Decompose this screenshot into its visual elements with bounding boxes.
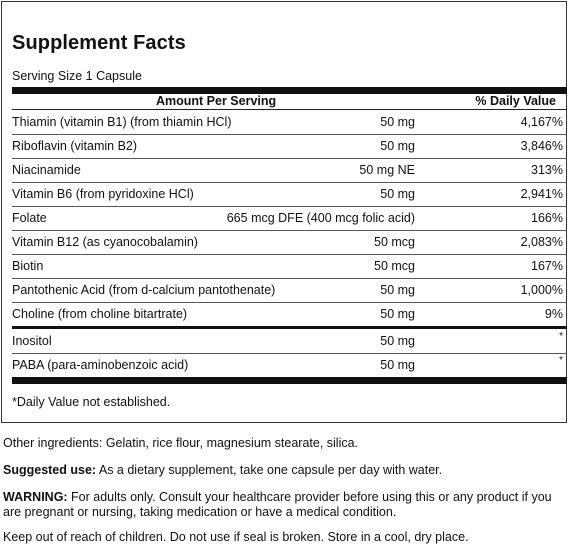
nutrient-amount: 50 mg: [380, 115, 415, 129]
bottom-thick-rule: [12, 377, 567, 384]
nutrient-name: Inositol: [12, 334, 52, 348]
header-daily-value: % Daily Value: [475, 94, 556, 108]
nutrient-amount: 50 mg: [380, 334, 415, 348]
nutrient-row-niacinamide: [12, 158, 567, 182]
nutrient-name: Vitamin B6 (from pyridoxine HCl): [12, 187, 194, 201]
nutrient-amount: 50 mg: [380, 307, 415, 321]
nutrient-row-choline: [12, 302, 567, 326]
nutrient-daily-value: 2,941%: [520, 187, 563, 201]
nutrient-amount: 50 mg: [380, 187, 415, 201]
nutrient-daily-value: *: [559, 355, 563, 366]
nutrient-name: Vitamin B12 (as cyanocobalamin): [12, 235, 198, 249]
nutrient-amount: 50 mg: [380, 139, 415, 153]
nutrient-name: Pantothenic Acid (from d-calcium pantothenate): [12, 283, 276, 297]
warning-label: WARNING:: [3, 490, 68, 504]
supplement-facts-panel: [1, 1, 567, 423]
nutrient-row-vitamin-b6: [12, 182, 567, 206]
header-amount-per-serving: Amount Per Serving: [156, 94, 277, 108]
warning-line-1: For adults only. Consult your healthcare provider before using this or any product if you: [67, 490, 552, 504]
nutrient-name: Thiamin (vitamin B1) (from thiamin HCl): [12, 115, 232, 129]
nutrient-name: Folate: [12, 211, 47, 225]
nutrient-name: Riboflavin (vitamin B2): [12, 139, 138, 153]
nutrient-daily-value: 4,167%: [520, 115, 563, 129]
nutrient-daily-value: 313%: [531, 163, 563, 177]
daily-value-footnote: *Daily Value not established.: [12, 395, 171, 409]
serving-size: Serving Size 1 Capsule: [12, 69, 142, 83]
nutrient-row-thiamin: [12, 110, 567, 134]
nutrient-daily-value: 2,083%: [520, 235, 563, 249]
nutrient-amount: 50 mg: [380, 283, 415, 297]
storage-instructions: Keep out of reach of children. Do not use if seal is broken. Store in a cool, dry place.: [3, 530, 469, 544]
nutrient-name: Niacinamide: [12, 163, 81, 177]
nutrient-amount: 50 mcg: [374, 259, 415, 273]
nutrient-name: Biotin: [12, 259, 44, 273]
panel-title: Supplement Facts: [12, 32, 186, 54]
warning: [3, 490, 569, 520]
nutrient-daily-value: 3,846%: [520, 139, 563, 153]
nutrient-row-biotin: [12, 254, 567, 278]
nutrient-daily-value: *: [559, 331, 563, 342]
nutrient-row-riboflavin: [12, 134, 567, 158]
nutrient-amount: 50 mg: [380, 358, 415, 372]
nutrient-daily-value: 166%: [531, 211, 563, 225]
nutrient-daily-value: 167%: [531, 259, 563, 273]
suggested-use: [3, 463, 569, 478]
nutrient-row-paba: [12, 353, 567, 377]
top-thick-rule: [12, 87, 567, 94]
nutrient-row-folate: [12, 206, 567, 230]
nutrient-name: Choline (from choline bitartrate): [12, 307, 188, 321]
nutrient-row-inositol: [12, 329, 567, 353]
nutrient-daily-value: 9%: [544, 307, 563, 321]
nutrient-name: PABA (para-aminobenzoic acid): [12, 358, 189, 372]
warning-line-2: are pregnant or nursing, taking medication or have a medical condition.: [3, 505, 397, 519]
suggested-use-label: Suggested use:: [3, 463, 97, 477]
nutrient-amount: 50 mcg: [374, 235, 415, 249]
other-ingredients: Other ingredients: Gelatin, rice flour, magnesium stearate, silica.: [3, 436, 359, 450]
nutrient-row-vitamin-b12: [12, 230, 567, 254]
nutrient-amount: 50 mg NE: [359, 163, 415, 177]
nutrient-row-pantothenic-acid: [12, 278, 567, 302]
nutrient-daily-value: 1,000%: [520, 283, 563, 297]
suggested-use-text: As a dietary supplement, take one capsule per day with water.: [96, 463, 443, 477]
nutrient-amount: 665 mcg DFE (400 mcg folic acid): [226, 211, 415, 225]
